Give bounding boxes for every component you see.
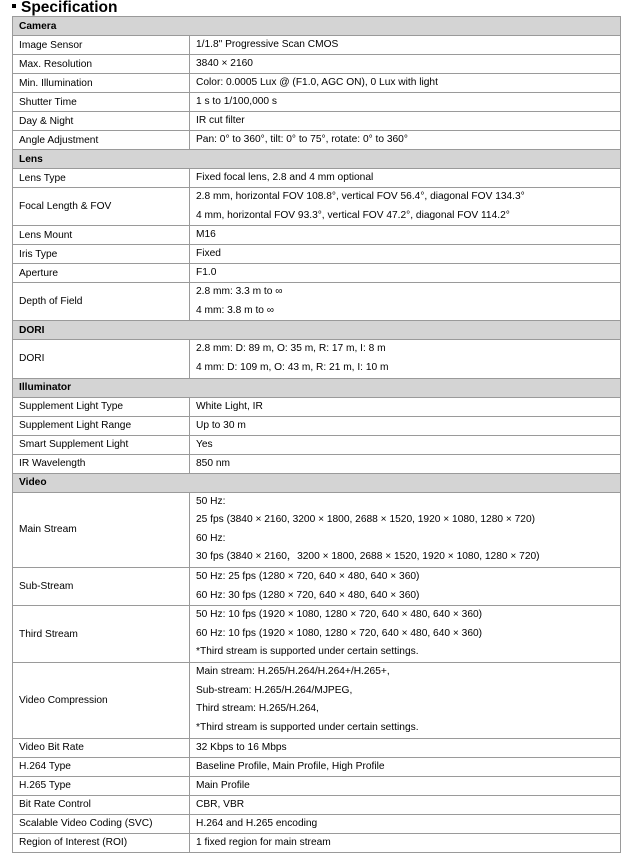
- spec-value: [190, 435, 621, 454]
- spec-row-third-stream: [13, 606, 621, 663]
- spec-row-lens-mount: [13, 226, 621, 245]
- spec-value: [190, 492, 621, 567]
- spec-value-line: Pan: 0° to 360°, tilt: 0° to 75°, rotate: 0° to 360°: [196, 134, 408, 145]
- spec-table: [12, 16, 621, 853]
- spec-value-line: 4 mm: 3.8 m to ∞: [196, 304, 275, 316]
- spec-label: Day & Night: [13, 112, 190, 131]
- section-header-lens: [13, 150, 621, 169]
- section-title: Video: [13, 473, 621, 492]
- spec-value: [190, 93, 621, 112]
- spec-label: Angle Adjustment: [13, 131, 190, 150]
- spec-value-line: Main Profile: [196, 779, 250, 791]
- spec-value-line: 1/1.8" Progressive Scan CMOS: [196, 39, 339, 50]
- spec-value-line: Main stream: H.265/H.264/H.264+/H.265+,: [196, 666, 390, 678]
- spec-value-line: Yes: [196, 438, 213, 450]
- spec-value: [190, 663, 621, 738]
- spec-value-line: Fixed focal lens, 2.8 and 4 mm optional: [196, 172, 374, 183]
- spec-value-line: 1 fixed region for main stream: [196, 836, 331, 848]
- spec-row-dori: [13, 340, 621, 378]
- spec-row-day-night: [13, 112, 621, 131]
- spec-value: [190, 188, 621, 226]
- spec-row-region-of-interest-roi: [13, 833, 621, 852]
- spec-value: [190, 416, 621, 435]
- spec-label: Main Stream: [13, 492, 190, 567]
- spec-value-line: 4 mm: D: 109 m, O: 43 m, R: 21 m, I: 10 m: [196, 361, 389, 373]
- spec-row-lens-type: [13, 169, 621, 188]
- spec-value-line: Third stream: H.265/H.264,: [196, 703, 319, 715]
- spec-value-line: 60 Hz:: [196, 532, 226, 544]
- spec-label: Iris Type: [13, 245, 190, 264]
- section-header-camera: [13, 17, 621, 36]
- section-header-dori: [13, 321, 621, 340]
- spec-label: Shutter Time: [13, 93, 190, 112]
- spec-value-line: 2.8 mm, horizontal FOV 108.8°, vertical FOV 56.4°, diagonal FOV 134.3°: [196, 191, 525, 202]
- spec-label: Image Sensor: [13, 36, 190, 55]
- spec-value: [190, 397, 621, 416]
- spec-value-line: *Third stream is supported under certain settings.: [196, 721, 419, 733]
- spec-value-line: CBR, VBR: [196, 798, 245, 810]
- spec-row-sub-stream: [13, 567, 621, 605]
- spec-value-line: 2.8 mm: 3.3 m to ∞: [196, 286, 283, 298]
- spec-value: [190, 757, 621, 776]
- spec-value: [190, 36, 621, 55]
- spec-row-video-compression: [13, 663, 621, 738]
- spec-value: [190, 55, 621, 74]
- spec-label: H.265 Type: [13, 776, 190, 795]
- spec-label: H.264 Type: [13, 757, 190, 776]
- spec-value-line: *Third stream is supported under certain settings.: [196, 646, 419, 658]
- spec-label: Third Stream: [13, 606, 190, 663]
- spec-value-line: 50 Hz:: [196, 495, 226, 507]
- spec-value-line: M16: [196, 229, 216, 241]
- spec-label: Min. Illumination: [13, 74, 190, 93]
- spec-value-line: 32 Kbps to 16 Mbps: [196, 741, 287, 753]
- spec-row-bit-rate-control: [13, 795, 621, 814]
- spec-value: [190, 833, 621, 852]
- spec-label: Lens Mount: [13, 226, 190, 245]
- spec-value-line: 60 Hz: 10 fps (1920 × 1080, 1280 × 720, 640 × 480, 640 × 360): [196, 627, 483, 639]
- spec-row-ir-wavelength: [13, 454, 621, 473]
- spec-value: [190, 795, 621, 814]
- section-header-illuminator: [13, 378, 621, 397]
- spec-value: [190, 74, 621, 93]
- spec-value-line: 1 s to 1/100,000 s: [196, 96, 277, 107]
- spec-row-h-265-type: [13, 776, 621, 795]
- spec-row-video-bit-rate: [13, 738, 621, 757]
- spec-value: [190, 606, 621, 663]
- spec-value: [190, 776, 621, 795]
- spec-value: [190, 169, 621, 188]
- spec-label: Smart Supplement Light: [13, 435, 190, 454]
- spec-value: [190, 454, 621, 473]
- spec-value-line: 3840 × 2160: [196, 58, 253, 69]
- spec-row-shutter-time: [13, 93, 621, 112]
- spec-row-iris-type: [13, 245, 621, 264]
- spec-value: [190, 283, 621, 321]
- spec-value-line: 850 nm: [196, 457, 230, 469]
- spec-row-supplement-light-range: [13, 416, 621, 435]
- spec-value-line: Fixed: [196, 248, 221, 260]
- spec-label: Region of Interest (ROI): [13, 833, 190, 852]
- section-title: DORI: [13, 321, 621, 340]
- spec-label: Video Bit Rate: [13, 738, 190, 757]
- spec-value: [190, 738, 621, 757]
- spec-label: Focal Length & FOV: [13, 188, 190, 226]
- spec-value-line: 30 fps (3840 × 2160，3200 × 1800, 2688 × 1520, 1920 × 1080, 1280 × 720): [196, 551, 540, 563]
- spec-label: Scalable Video Coding (SVC): [13, 814, 190, 833]
- section-title: Illuminator: [13, 378, 621, 397]
- section-title: Lens: [13, 150, 621, 169]
- spec-value-line: H.264 and H.265 encoding: [196, 817, 318, 829]
- section-title: Camera: [13, 17, 621, 36]
- spec-label: Max. Resolution: [13, 55, 190, 74]
- spec-row-min-illumination: [13, 74, 621, 93]
- spec-value-line: 60 Hz: 30 fps (1280 × 720, 640 × 480, 640 × 360): [196, 589, 420, 601]
- spec-row-supplement-light-type: [13, 397, 621, 416]
- spec-row-angle-adjustment: [13, 131, 621, 150]
- spec-value-line: 4 mm, horizontal FOV 93.3°, vertical FOV 47.2°, diagonal FOV 114.2°: [196, 209, 510, 221]
- spec-value-line: Color: 0.0005 Lux @ (F1.0, AGC ON), 0 Lux with light: [196, 77, 438, 88]
- spec-row-max-resolution: [13, 55, 621, 74]
- spec-value-line: White Light, IR: [196, 400, 263, 412]
- spec-label: IR Wavelength: [13, 454, 190, 473]
- spec-row-main-stream: [13, 492, 621, 567]
- spec-value-line: IR cut filter: [196, 115, 245, 126]
- spec-label: Sub-Stream: [13, 567, 190, 605]
- spec-value-line: 2.8 mm: D: 89 m, O: 35 m, R: 17 m, I: 8 m: [196, 343, 386, 355]
- section-header-video: [13, 473, 621, 492]
- spec-value: [190, 264, 621, 283]
- spec-value: [190, 112, 621, 131]
- spec-value-line: 50 Hz: 10 fps (1920 × 1080, 1280 × 720, 640 × 480, 640 × 360): [196, 609, 483, 621]
- spec-value-line: F1.0: [196, 267, 217, 279]
- spec-row-image-sensor: [13, 36, 621, 55]
- spec-value: [190, 814, 621, 833]
- spec-value-line: 25 fps (3840 × 2160, 3200 × 1800, 2688 × 1520, 1920 × 1080, 1280 × 720): [196, 514, 536, 526]
- spec-label: Supplement Light Range: [13, 416, 190, 435]
- spec-row-smart-supplement-light: [13, 435, 621, 454]
- spec-value: [190, 131, 621, 150]
- spec-value-line: 50 Hz: 25 fps (1280 × 720, 640 × 480, 640 × 360): [196, 570, 420, 582]
- spec-row-focal-length-fov: [13, 188, 621, 226]
- spec-label: Depth of Field: [13, 283, 190, 321]
- spec-value-line: Baseline Profile, Main Profile, High Profile: [196, 760, 385, 772]
- spec-row-scalable-video-coding-svc: [13, 814, 621, 833]
- spec-value-line: Up to 30 m: [196, 419, 246, 431]
- page-title-text: Specification: [21, 0, 118, 16]
- spec-row-aperture: [13, 264, 621, 283]
- spec-value: [190, 567, 621, 605]
- spec-value: [190, 245, 621, 264]
- spec-value-line: Sub-stream: H.265/H.264/MJPEG,: [196, 684, 353, 696]
- spec-row-depth-of-field: [13, 283, 621, 321]
- spec-row-h-264-type: [13, 757, 621, 776]
- spec-label: Video Compression: [13, 663, 190, 738]
- bullet-icon: [12, 4, 16, 8]
- spec-value: [190, 340, 621, 378]
- spec-table-body: [13, 17, 621, 853]
- spec-label: Bit Rate Control: [13, 795, 190, 814]
- spec-value: [190, 226, 621, 245]
- spec-label: Lens Type: [13, 169, 190, 188]
- spec-label: DORI: [13, 340, 190, 378]
- page-title: [12, 0, 117, 16]
- spec-label: Aperture: [13, 264, 190, 283]
- spec-label: Supplement Light Type: [13, 397, 190, 416]
